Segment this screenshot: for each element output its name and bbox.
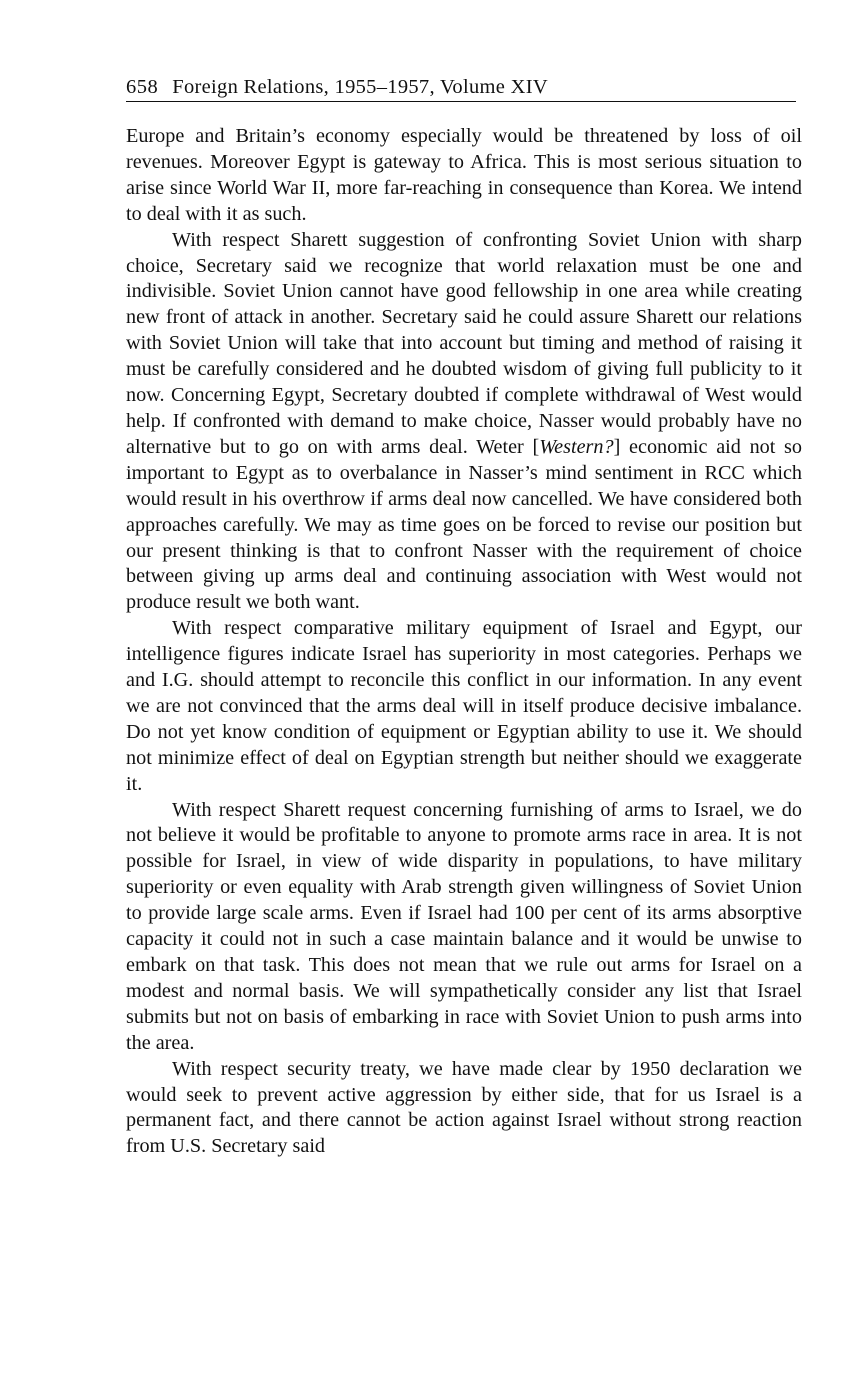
paragraph-1 — [126, 124, 802, 228]
document-page — [126, 74, 810, 1160]
page-number: 658 — [126, 76, 159, 98]
paragraph-2-text-after: ] economic aid not so important to Egypt as to overbalance in Nasser’s mind sentiment in RCC which would result in his overthrow if arms deal now cancelled. We have considered both approaches carefully. We may as time goes on be forced to revise our position but our present thinking is that to confront Nasser with the requirement of choice between giving up arms deal and continuing association with West would not produce result we both want. — [126, 435, 803, 614]
running-head — [126, 74, 796, 102]
paragraph-3-text: With respect comparative military equipment of Israel and Egypt, our intelligence figures indicate Israel has superiority in most categories. Perhaps we and I.G. should attempt to reconcile this conflict in our information. In any event we are not convinced that the arms deal will in itself produce decisive imbalance. Do not yet know condition of equipment or Egyptian ability to use it. We should not minimize effect of deal on Egyptian strength but neither should we exaggerate it. — [126, 617, 802, 795]
paragraph-1-text: Europe and Britain’s economy especially would be threatened by loss of oil revenues. Moreover Egypt is gateway to Africa. This is most serious situation to arise since World War II, more far-reaching in consequence than Korea. We intend to deal with it as such. — [126, 125, 802, 225]
paragraph-2 — [126, 228, 802, 617]
body-text — [126, 124, 802, 1160]
paragraph-4-text: With respect Sharett request concerning furnishing of arms to Israel, we do not believe it would be profitable to anyone to promote arms race in area. It is not possible for Israel, in view of wide disparity in populations, to have military superiority or even equality with Arab strength given willingness of Soviet Union to provide large scale arms. Even if Israel had 100 per cent of its arms absorptive capacity it could not in such a case maintain balance and it would be unwise to embark on that task. This does not mean that we rule out arms for Israel on a modest and normal basis. We will sympathetically consider any list that Israel submits but not on basis of embarking in race with Soviet Union to push arms into the area. — [126, 798, 802, 1054]
editorial-insertion: Western? — [539, 435, 614, 458]
paragraph-2-text-before: With respect Sharett suggestion of confronting Soviet Union with sharp choice, Secretary said we recognize that world relaxation must be one and indivisible. Soviet Union cannot have good fellowship in one area while creating new front of attack in another. Secretary said he could assure Sharett our relations with Soviet Union will take that into account but timing and method of raising it must be carefully considered and he doubted wisdom of giving full publicity to it now. Concerning Egypt, Secretary doubted if complete withdrawal of West would help. If confronted with demand to make choice, Nasser would probably have no alternative but to go on with arms deal. Weter [ — [126, 228, 802, 458]
paragraph-3 — [126, 616, 802, 797]
running-title: Foreign Relations, 1955–1957, Volume XIV — [172, 76, 548, 98]
paragraph-5-text: With respect security treaty, we have made clear by 1950 declaration we would seek to prevent active aggression by either side, that for us Israel is a permanent fact, and there cannot be action against Israel without strong reaction from U.S. Secretary said — [126, 1057, 802, 1158]
paragraph-4 — [126, 798, 802, 1057]
paragraph-5 — [126, 1057, 802, 1161]
